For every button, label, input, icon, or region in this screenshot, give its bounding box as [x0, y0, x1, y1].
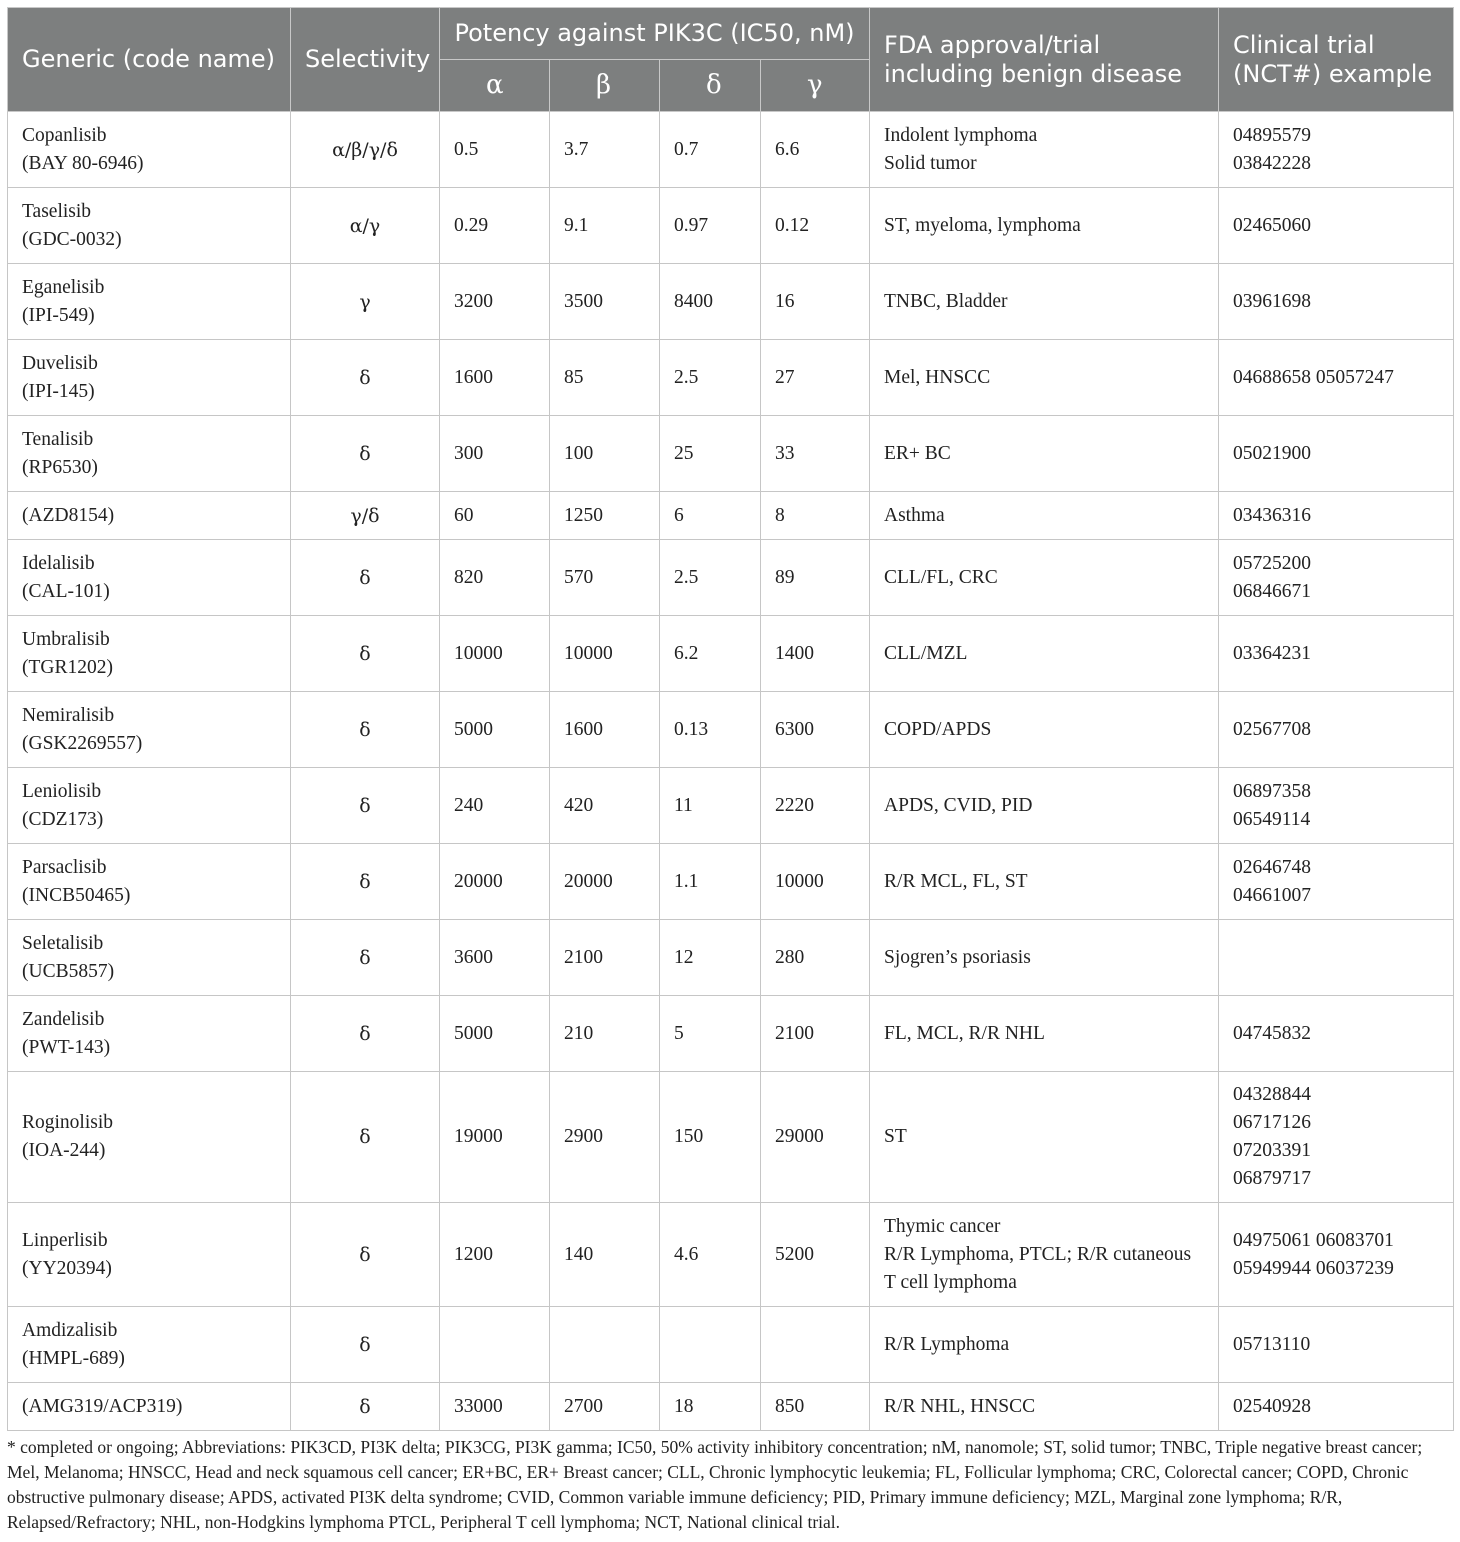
- cell-selectivity: δ: [291, 1203, 440, 1307]
- header-gamma: γ: [761, 60, 870, 112]
- cell-ic50-beta: 10000: [550, 616, 660, 692]
- cell-generic-name-line: (UCB5857): [22, 960, 115, 982]
- cell-nct-number-line: 06549114: [1233, 808, 1311, 830]
- cell-fda-trial: [870, 112, 1219, 188]
- cell-selectivity: α/β/γ/δ: [291, 112, 440, 188]
- cell-ic50-beta: 3.7: [550, 112, 660, 188]
- cell-generic-name-line: Copanlisib: [22, 124, 107, 146]
- cell-nct-number: [1219, 264, 1454, 340]
- cell-nct-number: [1219, 844, 1454, 920]
- cell-ic50-alpha: 1600: [440, 340, 550, 416]
- cell-ic50-beta: 100: [550, 416, 660, 492]
- cell-selectivity: δ: [291, 340, 440, 416]
- cell-ic50-beta: 2700: [550, 1383, 660, 1431]
- header-generic: Generic (code name): [8, 8, 291, 112]
- cell-nct-number: [1219, 768, 1454, 844]
- cell-generic-name-line: Umbralisib: [22, 628, 110, 650]
- cell-generic-name-line: Linperlisib: [22, 1229, 108, 1251]
- cell-ic50-gamma: 10000: [761, 844, 870, 920]
- cell-generic-name: [8, 768, 291, 844]
- cell-generic-name: [8, 1072, 291, 1203]
- cell-generic-name-line: Amdizalisib: [22, 1319, 118, 1341]
- cell-ic50-beta: 570: [550, 540, 660, 616]
- table-row: [8, 1383, 1454, 1431]
- table-row: [8, 1203, 1454, 1307]
- table-row: [8, 1307, 1454, 1383]
- cell-fda-trial: [870, 844, 1219, 920]
- cell-generic-name-line: Seletalisib: [22, 932, 104, 954]
- cell-fda-trial: [870, 1072, 1219, 1203]
- cell-selectivity: δ: [291, 692, 440, 768]
- cell-nct-number-line: 02646748: [1233, 856, 1312, 878]
- cell-ic50-delta: 0.97: [660, 188, 761, 264]
- cell-nct-number-line: 06879717: [1233, 1168, 1312, 1189]
- cell-generic-name: [8, 1203, 291, 1307]
- cell-fda-trial: [870, 768, 1219, 844]
- cell-ic50-gamma: 8: [761, 492, 870, 540]
- cell-nct-number: [1219, 996, 1454, 1072]
- cell-generic-name: [8, 692, 291, 768]
- cell-ic50-alpha: 240: [440, 768, 550, 844]
- table-row: [8, 492, 1454, 540]
- cell-fda-trial-line: T cell lymphoma: [884, 1271, 1017, 1293]
- cell-ic50-alpha: 300: [440, 416, 550, 492]
- cell-selectivity: δ: [291, 768, 440, 844]
- cell-ic50-alpha: 60: [440, 492, 550, 540]
- cell-generic-name: [8, 188, 291, 264]
- cell-fda-trial-line: R/R Lymphoma: [884, 1333, 1010, 1355]
- cell-fda-trial: [870, 1203, 1219, 1307]
- cell-ic50-beta: 420: [550, 768, 660, 844]
- cell-ic50-delta: 11: [660, 768, 761, 844]
- cell-fda-trial: [870, 340, 1219, 416]
- cell-ic50-gamma: 29000: [761, 1072, 870, 1203]
- header-beta: β: [550, 60, 660, 112]
- cell-ic50-delta: 6: [660, 492, 761, 540]
- table-body: [8, 112, 1454, 1431]
- cell-generic-name: [8, 540, 291, 616]
- cell-generic-name: [8, 1307, 291, 1383]
- cell-ic50-gamma: 6.6: [761, 112, 870, 188]
- cell-ic50-beta: 2100: [550, 920, 660, 996]
- table-row: [8, 540, 1454, 616]
- table-row: [8, 264, 1454, 340]
- cell-selectivity: γ: [291, 264, 440, 340]
- cell-nct-number-line: 03436316: [1233, 504, 1312, 526]
- cell-generic-name-line: Nemiralisib: [22, 704, 115, 726]
- cell-nct-number-line: 04975061 06083701: [1233, 1229, 1394, 1251]
- cell-ic50-alpha: 0.29: [440, 188, 550, 264]
- cell-ic50-delta: [660, 1307, 761, 1383]
- cell-ic50-delta: 25: [660, 416, 761, 492]
- cell-ic50-gamma: 0.12: [761, 188, 870, 264]
- cell-nct-number-line: 02465060: [1233, 214, 1312, 236]
- cell-generic-name-line: Eganelisib: [22, 276, 105, 298]
- cell-selectivity: δ: [291, 616, 440, 692]
- cell-generic-name-line: (IPI-549): [22, 304, 95, 326]
- cell-ic50-alpha: 10000: [440, 616, 550, 692]
- cell-nct-number-line: 04745832: [1233, 1022, 1312, 1044]
- cell-generic-name-line: (CDZ173): [22, 808, 104, 830]
- cell-nct-number: [1219, 1307, 1454, 1383]
- cell-generic-name-line: (TGR1202): [22, 656, 113, 678]
- cell-fda-trial-line: APDS, CVID, PID: [884, 794, 1033, 816]
- cell-ic50-gamma: 33: [761, 416, 870, 492]
- cell-fda-trial: [870, 996, 1219, 1072]
- cell-fda-trial-line: R/R Lymphoma, PTCL; R/R cutaneous: [884, 1243, 1192, 1265]
- cell-selectivity: δ: [291, 416, 440, 492]
- cell-ic50-alpha: 20000: [440, 844, 550, 920]
- table-row: [8, 616, 1454, 692]
- cell-ic50-alpha: 3600: [440, 920, 550, 996]
- cell-ic50-alpha: 5000: [440, 692, 550, 768]
- cell-nct-number-line: 03842228: [1233, 152, 1312, 174]
- table-row: [8, 844, 1454, 920]
- cell-fda-trial-line: ST: [884, 1126, 907, 1147]
- cell-ic50-delta: 1.1: [660, 844, 761, 920]
- cell-generic-name-line: (INCB50465): [22, 884, 131, 906]
- cell-generic-name: [8, 920, 291, 996]
- cell-nct-number-line: 05021900: [1233, 442, 1312, 464]
- cell-ic50-delta: 8400: [660, 264, 761, 340]
- cell-nct-number-line: 04895579: [1233, 124, 1312, 146]
- cell-ic50-beta: 2900: [550, 1072, 660, 1203]
- cell-nct-number-line: 06897358: [1233, 780, 1312, 802]
- cell-fda-trial-line: ST, myeloma, lymphoma: [884, 214, 1081, 236]
- cell-selectivity: δ: [291, 844, 440, 920]
- cell-ic50-gamma: 6300: [761, 692, 870, 768]
- cell-generic-name-line: (IOA-244): [22, 1140, 106, 1161]
- cell-ic50-alpha: 1200: [440, 1203, 550, 1307]
- cell-selectivity: δ: [291, 1072, 440, 1203]
- cell-selectivity: α/γ: [291, 188, 440, 264]
- cell-nct-number-line: 06717126: [1233, 1112, 1312, 1133]
- cell-ic50-alpha: 3200: [440, 264, 550, 340]
- cell-generic-name-line: Duvelisib: [22, 352, 98, 374]
- cell-ic50-delta: 0.13: [660, 692, 761, 768]
- cell-generic-name-line: (IPI-145): [22, 380, 95, 402]
- cell-fda-trial: [870, 920, 1219, 996]
- cell-ic50-beta: 210: [550, 996, 660, 1072]
- cell-nct-number: [1219, 616, 1454, 692]
- cell-fda-trial-line: R/R NHL, HNSCC: [884, 1395, 1036, 1417]
- cell-generic-name: [8, 616, 291, 692]
- cell-ic50-alpha: 5000: [440, 996, 550, 1072]
- cell-nct-number-line: 04688658 05057247: [1233, 366, 1394, 388]
- cell-fda-trial-line: Thymic cancer: [884, 1215, 1001, 1237]
- cell-nct-number: [1219, 692, 1454, 768]
- cell-ic50-alpha: 820: [440, 540, 550, 616]
- cell-generic-name-line: Idelalisib: [22, 552, 95, 574]
- header-potency: Potency against PIK3C (IC50, nM): [440, 8, 870, 60]
- cell-ic50-alpha: 33000: [440, 1383, 550, 1431]
- cell-nct-number: [1219, 416, 1454, 492]
- cell-ic50-gamma: 89: [761, 540, 870, 616]
- cell-generic-name: [8, 340, 291, 416]
- cell-ic50-gamma: 16: [761, 264, 870, 340]
- cell-selectivity: δ: [291, 1383, 440, 1431]
- cell-generic-name: [8, 264, 291, 340]
- cell-nct-number: [1219, 340, 1454, 416]
- cell-ic50-delta: 5: [660, 996, 761, 1072]
- cell-fda-trial: [870, 492, 1219, 540]
- header-clinical-line: Clinical trial: [1233, 30, 1375, 59]
- cell-ic50-gamma: 850: [761, 1383, 870, 1431]
- cell-selectivity: δ: [291, 996, 440, 1072]
- table-row: [8, 1072, 1454, 1203]
- cell-ic50-beta: 1250: [550, 492, 660, 540]
- cell-nct-number: [1219, 540, 1454, 616]
- cell-fda-trial-line: Mel, HNSCC: [884, 366, 991, 388]
- cell-nct-number: [1219, 1383, 1454, 1431]
- cell-selectivity: δ: [291, 1307, 440, 1383]
- cell-generic-name: [8, 112, 291, 188]
- cell-generic-name: [8, 844, 291, 920]
- cell-ic50-delta: 2.5: [660, 540, 761, 616]
- cell-ic50-beta: 9.1: [550, 188, 660, 264]
- cell-selectivity: δ: [291, 540, 440, 616]
- cell-fda-trial-line: COPD/APDS: [884, 718, 992, 740]
- cell-nct-number: [1219, 1072, 1454, 1203]
- cell-fda-trial-line: CLL/FL, CRC: [884, 566, 998, 588]
- cell-fda-trial: [870, 188, 1219, 264]
- cell-generic-name-line: (YY20394): [22, 1257, 112, 1279]
- cell-ic50-beta: 20000: [550, 844, 660, 920]
- table-row: [8, 920, 1454, 996]
- cell-generic-name-line: Leniolisib: [22, 780, 102, 802]
- header-selectivity: Selectivity: [291, 8, 440, 112]
- cell-fda-trial: [870, 416, 1219, 492]
- cell-ic50-gamma: 280: [761, 920, 870, 996]
- cell-fda-trial-line: Sjogren’s psoriasis: [884, 946, 1031, 968]
- cell-ic50-delta: 2.5: [660, 340, 761, 416]
- header-fda: [870, 8, 1219, 112]
- table-row: [8, 340, 1454, 416]
- cell-fda-trial: [870, 264, 1219, 340]
- cell-generic-name-line: (GDC-0032): [22, 228, 122, 250]
- cell-ic50-gamma: 27: [761, 340, 870, 416]
- cell-ic50-delta: 150: [660, 1072, 761, 1203]
- cell-nct-number-line: 07203391: [1233, 1140, 1312, 1161]
- cell-fda-trial-line: CLL/MZL: [884, 642, 968, 664]
- cell-nct-number-line: 05725200: [1233, 552, 1312, 574]
- header-alpha: α: [440, 60, 550, 112]
- cell-generic-name: [8, 996, 291, 1072]
- cell-nct-number-line: 04661007: [1233, 884, 1312, 906]
- cell-ic50-gamma: 2220: [761, 768, 870, 844]
- header-fda-line: FDA approval/trial: [884, 30, 1101, 59]
- table-row: [8, 188, 1454, 264]
- cell-fda-trial-line: Indolent lymphoma: [884, 124, 1038, 146]
- cell-fda-trial-line: Solid tumor: [884, 152, 977, 174]
- footnote: * completed or ongoing; Abbreviations: PIK3CD, PI3K delta; PIK3CG, PI3K gamma; IC50, 50% activity inhibitory concentration; nM, nanomole; ST, solid tumor; TNBC, Triple negative breast cancer; Mel, Melanoma; HNSCC, Head and neck squamous cell cancer; ER+BC, ER+ Breast cancer; CLL, Chronic lymphocytic leukemia; FL, Follicular lymphoma; CRC, Colorectal cancer; COPD, Chronic obstructive pulmonary disease; APDS, activated PI3K delta syndrome; CVID, Common variable immune deficiency; PID, Primary immune deficiency; MZL, Marginal zone lymphoma; R/R, Relapsed/Refractory; NHL, non-Hodgkins lymphoma PTCL, Peripheral T cell lymphoma; NCT, National clinical trial.: [7, 1437, 1423, 1532]
- header-clinical: [1219, 8, 1454, 112]
- cell-fda-trial: [870, 692, 1219, 768]
- cell-generic-name-line: (CAL-101): [22, 580, 110, 602]
- table-row: [8, 692, 1454, 768]
- cell-fda-trial-line: TNBC, Bladder: [884, 290, 1008, 312]
- header-delta: δ: [660, 60, 761, 112]
- cell-ic50-delta: 12: [660, 920, 761, 996]
- cell-generic-name-line: (BAY 80-6946): [22, 152, 144, 174]
- header-clinical-line: (NCT#) example: [1233, 59, 1433, 88]
- cell-fda-trial-line: R/R MCL, FL, ST: [884, 870, 1028, 892]
- cell-fda-trial-line: Asthma: [884, 504, 945, 526]
- cell-generic-name-line: (PWT-143): [22, 1036, 111, 1058]
- cell-generic-name-line: Tenalisib: [22, 428, 94, 450]
- cell-generic-name: [8, 1383, 291, 1431]
- cell-ic50-beta: [550, 1307, 660, 1383]
- cell-generic-name: [8, 416, 291, 492]
- table-row: [8, 112, 1454, 188]
- cell-generic-name-line: Zandelisib: [22, 1008, 105, 1030]
- table-row: [8, 996, 1454, 1072]
- cell-generic-name-line: (HMPL-689): [22, 1347, 125, 1369]
- cell-fda-trial: [870, 1307, 1219, 1383]
- header-fda-line: including benign disease: [884, 59, 1183, 88]
- cell-generic-name-line: (AZD8154): [22, 504, 115, 526]
- cell-selectivity: δ: [291, 920, 440, 996]
- cell-ic50-delta: 0.7: [660, 112, 761, 188]
- cell-generic-name-line: Parsaclisib: [22, 856, 107, 878]
- cell-ic50-alpha: 19000: [440, 1072, 550, 1203]
- cell-ic50-beta: 3500: [550, 264, 660, 340]
- cell-ic50-beta: 140: [550, 1203, 660, 1307]
- cell-ic50-gamma: 5200: [761, 1203, 870, 1307]
- cell-nct-number-line: 03364231: [1233, 642, 1312, 664]
- cell-generic-name-line: (GSK2269557): [22, 732, 143, 754]
- cell-nct-number-line: 06846671: [1233, 580, 1312, 602]
- cell-fda-trial-line: FL, MCL, R/R NHL: [884, 1022, 1045, 1044]
- cell-fda-trial: [870, 540, 1219, 616]
- table-header: [8, 8, 1454, 112]
- cell-nct-number-line: 04328844: [1233, 1084, 1312, 1105]
- cell-fda-trial-line: ER+ BC: [884, 442, 951, 464]
- cell-nct-number: [1219, 1203, 1454, 1307]
- table-container: [7, 7, 1453, 1535]
- cell-fda-trial: [870, 616, 1219, 692]
- cell-generic-name: [8, 492, 291, 540]
- cell-ic50-delta: 4.6: [660, 1203, 761, 1307]
- cell-fda-trial: [870, 1383, 1219, 1431]
- cell-selectivity: γ/δ: [291, 492, 440, 540]
- cell-nct-number: [1219, 492, 1454, 540]
- cell-ic50-alpha: 0.5: [440, 112, 550, 188]
- table-row: [8, 768, 1454, 844]
- cell-generic-name-line: Taselisib: [22, 200, 92, 222]
- cell-ic50-beta: 85: [550, 340, 660, 416]
- cell-nct-number: [1219, 188, 1454, 264]
- cell-ic50-delta: 18: [660, 1383, 761, 1431]
- table-row: [8, 416, 1454, 492]
- cell-generic-name-line: Roginolisib: [22, 1112, 114, 1133]
- cell-nct-number-line: 02540928: [1233, 1395, 1312, 1417]
- cell-ic50-gamma: 2100: [761, 996, 870, 1072]
- cell-ic50-gamma: [761, 1307, 870, 1383]
- cell-generic-name-line: (RP6530): [22, 456, 98, 478]
- cell-nct-number-line: 05713110: [1233, 1333, 1311, 1355]
- cell-ic50-alpha: [440, 1307, 550, 1383]
- cell-nct-number: [1219, 112, 1454, 188]
- cell-generic-name-line: (AMG319/ACP319): [22, 1395, 183, 1417]
- cell-ic50-gamma: 1400: [761, 616, 870, 692]
- cell-nct-number-line: 05949944 06037239: [1233, 1257, 1394, 1279]
- cell-ic50-beta: 1600: [550, 692, 660, 768]
- pi3k-inhibitor-table: [7, 7, 1454, 1431]
- cell-nct-number-line: 03961698: [1233, 290, 1312, 312]
- cell-nct-number-line: 02567708: [1233, 718, 1312, 740]
- cell-ic50-delta: 6.2: [660, 616, 761, 692]
- cell-nct-number: [1219, 920, 1454, 996]
